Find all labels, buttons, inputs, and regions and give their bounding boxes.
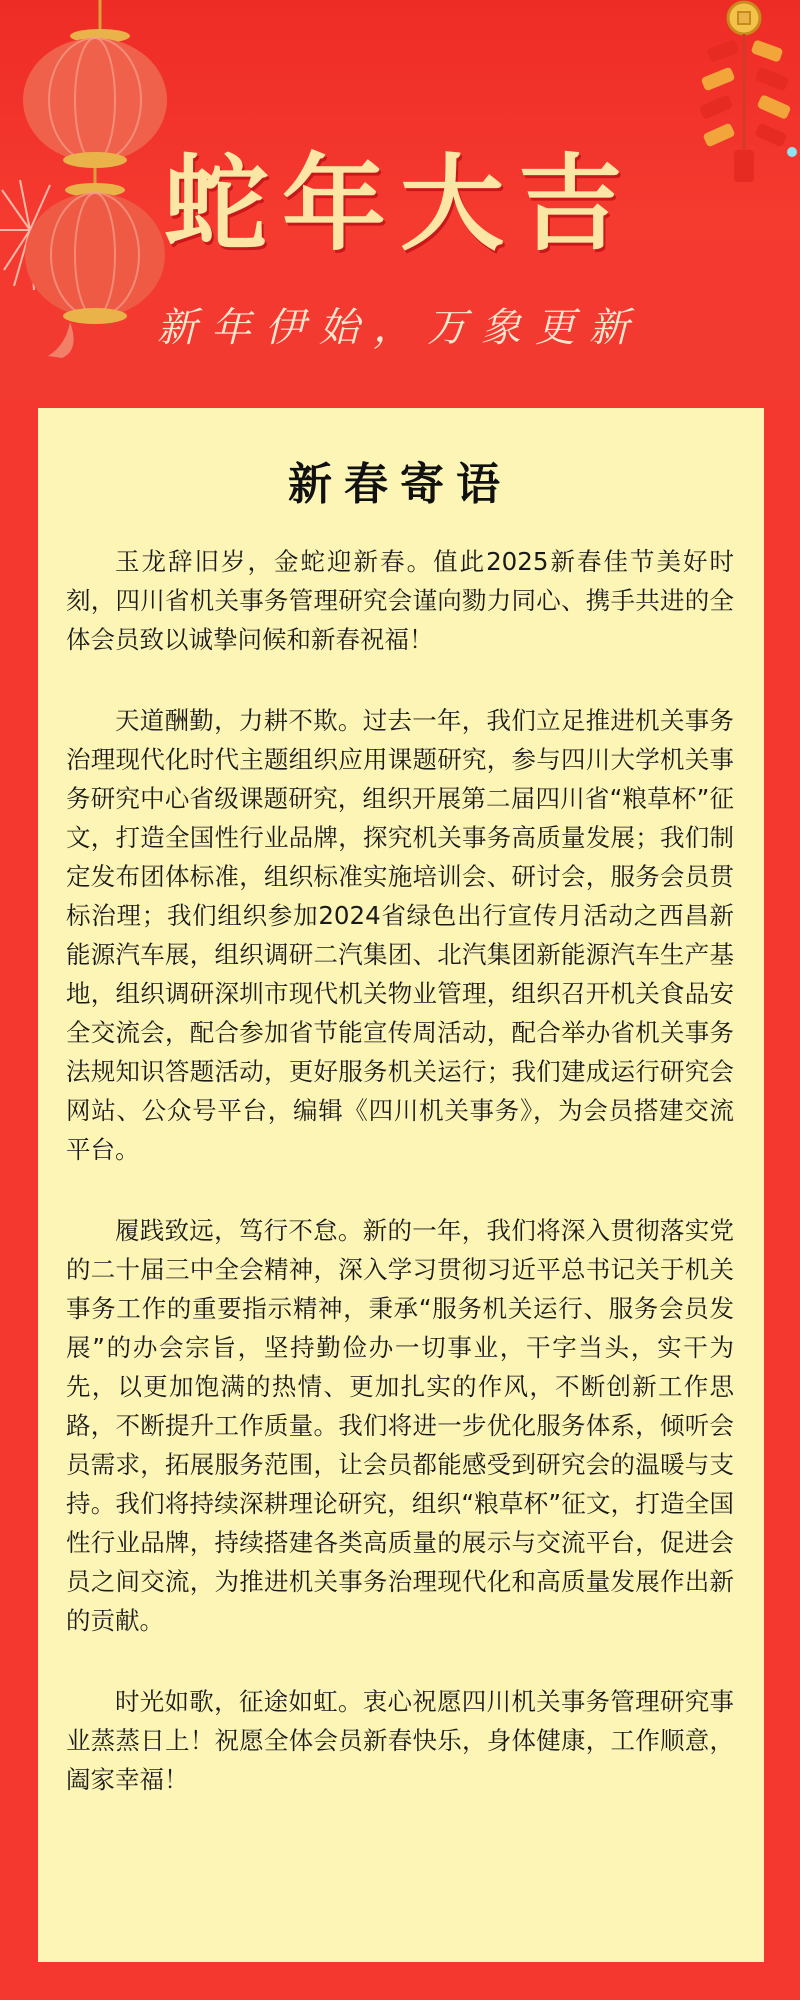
- main-title: 蛇年大吉: [163, 142, 636, 265]
- paragraph-greeting: 玉龙辞旧岁，金蛇迎新春。值此2025新春佳节美好时刻，四川省机关事务管理研究会谨向勠力同心、携手共进的全体会员致以诚挚问候和新春祝福！: [66, 547, 734, 654]
- card-title: 新春寄语: [288, 459, 512, 510]
- paragraph-outlook: 履践致远，笃行不怠。新的一年，我们将深入贯彻落实党的二十届三中全会精神，深入学习贯彻习近平总书记关于机关事务工作的重要指示精神，秉承“服务机关运行、服务会员发展”的办会宗旨，坚持勤俭办一切事业，干字当头，实干为先，以更加饱满的热情、更加扎实的作风，不断创新工作思路，不断提升工作质量。我们将进一步优化服务体系，倾听会员需求，拓展服务范围，让会员都能感受到研究会的温暖与支持。我们将持续深耕理论研究，组织“粮草杯”征文，打造全国性行业品牌，持续搭建各类高质量的展示与交流平台，促进会员之间交流，为推进机关事务治理现代化和高质量发展作出新的贡献。: [66, 1216, 734, 1635]
- header-banner: [0, 0, 800, 400]
- message-card: [38, 408, 764, 1962]
- paragraph-review: 天道酬勤，力耕不欺。过去一年，我们立足推进机关事务治理现代化时代主题组织应用课题研究，参与四川大学机关事务研究中心省级课题研究，组织开展第二届四川省“粮草杯”征文，打造全国性行业品牌，探究机关事务高质量发展；我们制定发布团体标准，组织标准实施培训会、研讨会，服务会员贯标治理；我们组织参加2024省绿色出行宣传月活动之西昌新能源汽车展，组织调研二汽集团、北汽集团新能源汽车生产基地，组织调研深圳市现代机关物业管理，组织召开机关食品安全交流会，配合参加省节能宣传周活动，配合举办省机关事务法规知识答题活动，更好服务机关运行；我们建成运行研究会网站、公众号平台，编辑《四川机关事务》，为会员搭建交流平台。: [66, 706, 734, 1164]
- paragraph-wishes: 时光如歌，征途如虹。衷心祝愿四川机关事务管理研究事业蒸蒸日上！祝愿全体会员新春快乐，身体健康，工作顺意，阖家幸福！: [66, 1687, 734, 1794]
- subtitle: 新年伊始，万象更新: [157, 305, 643, 351]
